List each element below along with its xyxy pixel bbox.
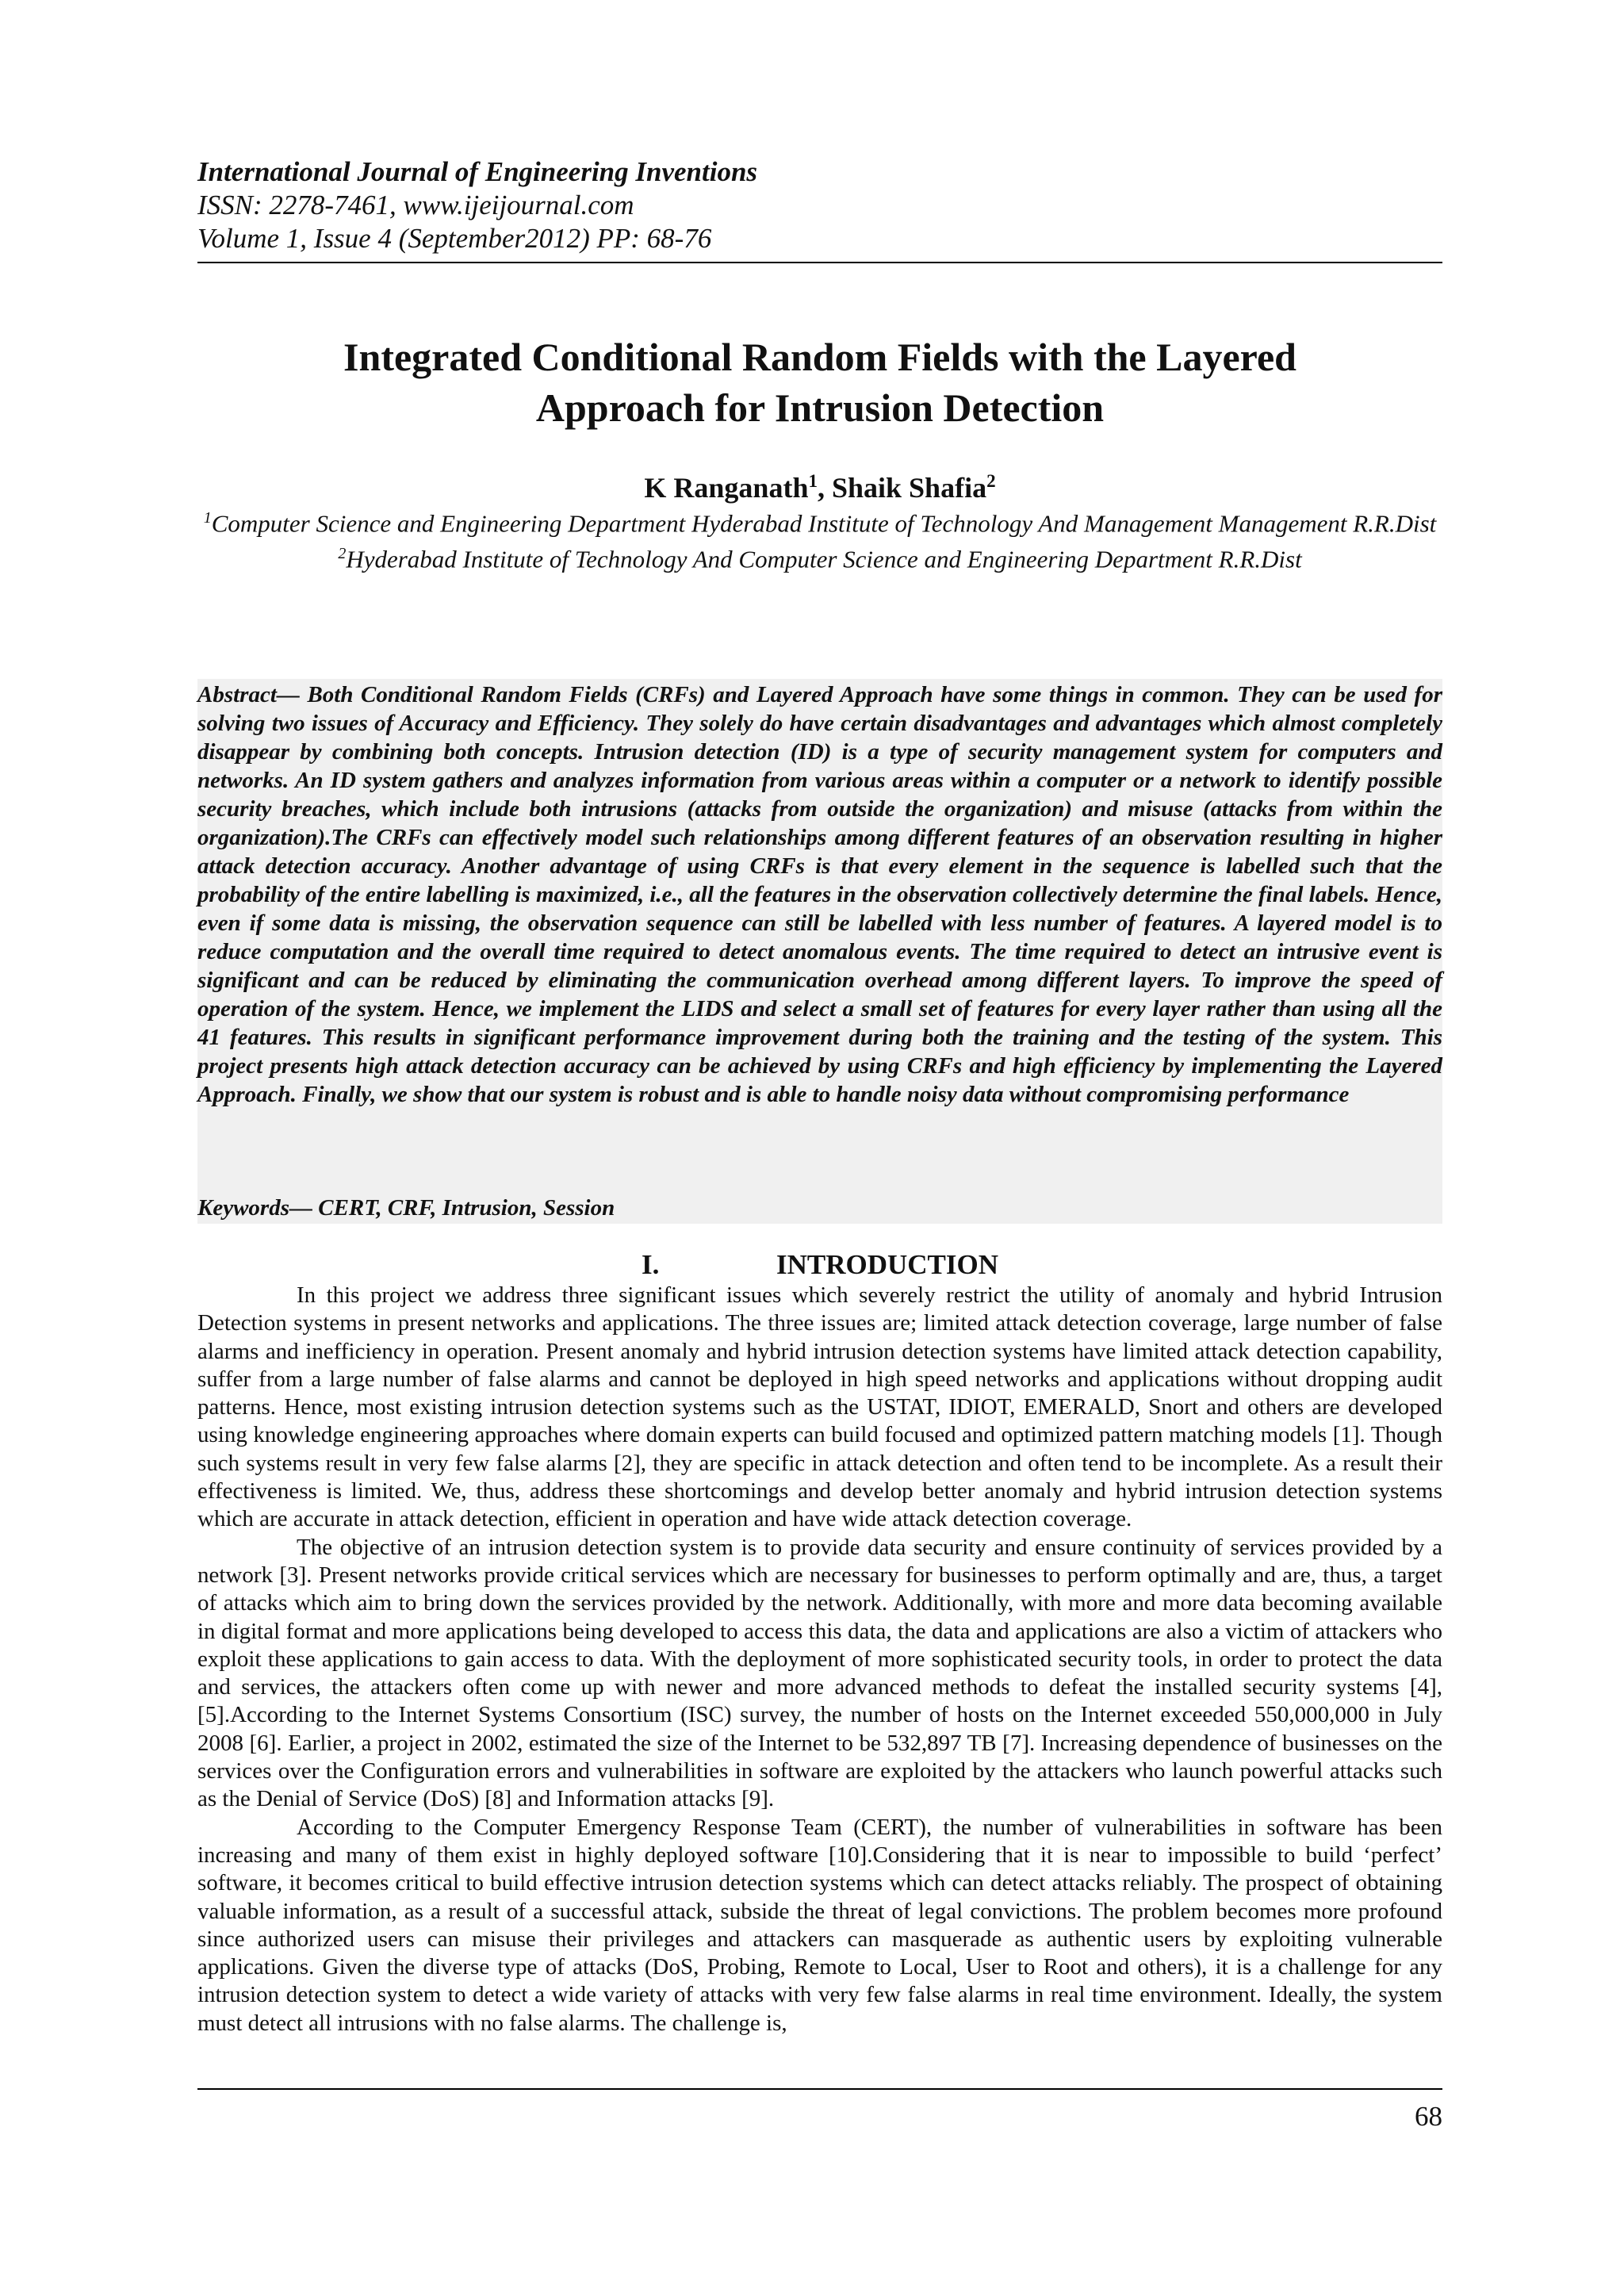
keywords: Keywords— CERT, CRF, Intrusion, Session [197, 1195, 615, 1221]
footer-divider [197, 2088, 1442, 2090]
author-2: Shaik Shafia [831, 472, 987, 504]
paragraph-2: The objective of an intrusion detection system is to provide data security and ensure continuity of services provided by a network [3]. Present networks provide critical services which are necessary for businesses to perform optimally and are, thus, a target of attacks which aim to bring down the services provided by the network. Additionally, with more and more data becoming available in digital format and more applications being developed to access this data, the data and applications are also a victim of attackers who exploit these applications to gain access to data. With the deployment of more sophisticated security tools, in order to protect the data and services, the attackers often come up with newer and more advanced methods to defeat the installed security systems [4], [5].According to the Internet Systems Consortium (ISC) survey, the number of hosts on the Internet exceeded 550,000,000 in July 2008 [6]. Earlier, a project in 2002, estimated the size of the Internet to be 532,897 TB [7]. Increasing dependence of businesses on the services over the Configuration errors and vulnerabilities in software are exploited by the attackers who launch powerful attacks such as the Denial of Service (DoS) [8] and Information attacks [9]. [197, 1534, 1442, 1812]
journal-volume: Volume 1, Issue 4 (September2012) PP: 68-76 [197, 223, 712, 254]
author-list [197, 464, 1442, 505]
abstract: Abstract— Both Conditional Random Fields (CRFs) and Layered Approach have some things in common. They can be used for solving two issues of Accuracy and Efficiency. They solely do have certain disadvantages and advantages which almost completely disappear by combining both concepts. Intrusion detection (ID) is a type of security management system for computers and networks. An ID system gathers and analyzes information from various areas within a computer or a network to identify possible security breaches, which include both intrusions (attacks from outside the organization) and misuse (attacks from within the organization).The CRFs can effectively model such relationships among different features of an observation resulting in higher attack detection accuracy. Another advantage of using CRFs is that every element in the sequence is labelled such that the probability of the entire labelling is maximized, i.e., all the features in the observation collectively determine the final labels. Hence, even if some data is missing, the observation sequence can still be labelled with less number of features. A layered model is to reduce computation and the overall time required to detect anomalous events. The time required to detect an intrusive event is significant and can be reduced by eliminating the communication overhead among different layers. To improve the speed of operation of the system. Hence, we implement the LIDS and select a small set of features for every layer rather than using all the 41 features. This results in significant performance improvement during both the training and the testing of the system. This project presents high attack detection accuracy can be achieved by using CRFs and high efficiency by implementing the Layered Approach. Finally, we show that our system is robust and is able to handle noisy data without compromising performance [197, 682, 1442, 1107]
body-text [197, 1282, 1442, 2037]
author-1: K Ranganath [644, 472, 809, 504]
affiliation-2-mark: 2 [338, 545, 347, 563]
author-1-affiliation-mark: 1 [808, 471, 818, 491]
affiliation-2 [197, 539, 1442, 574]
section-heading [197, 1248, 1442, 1282]
paragraph-1: In this project we address three significant issues which severely restrict the utility of anomaly and hybrid Intrusion Detection systems in present networks and applications. The three issues are; limited attack detection coverage, large number of false alarms and inefficiency in operation. Present anomaly and hybrid intrusion detection systems have limited attack detection capability, suffer from a large number of false alarms and cannot be deployed in high speed networks and applications without dropping audit patterns. Hence, most existing intrusion detection systems such as the USTAT, IDIOT, EMERALD, Snort and others are developed using knowledge engineering approaches where domain experts can build focused and optimized pattern matching models [1]. Though such systems result in very few false alarms [2], they are specific in attack detection and often tend to be incomplete. As a result their effectiveness is limited. We, thus, address these shortcomings and develop better anomaly and hybrid intrusion detection systems which are accurate in attack detection, efficient in operation and have wide attack detection coverage. [197, 1282, 1442, 1532]
affiliation-1-mark: 1 [203, 509, 212, 527]
journal-name: International Journal of Engineering Inventions [197, 156, 758, 187]
paper-title-line-1: Integrated Conditional Random Fields with the Layered [343, 335, 1297, 379]
paper-title-line-2: Approach for Intrusion Detection [535, 385, 1105, 430]
page-number: 68 [1415, 2101, 1442, 2132]
section-title: INTRODUCTION [776, 1249, 999, 1280]
author-separator: , [817, 472, 832, 504]
section-number: I. [641, 1249, 660, 1280]
paragraph-3: According to the Computer Emergency Response Team (CERT), the number of vulnerabilities in software has been increasing and many of them exist in highly deployed software [10].Considering that it is near to impossible to build ‘perfect’ software, it becomes critical to build effective intrusion detection systems which can detect attacks reliably. The prospect of obtaining valuable information, as a result of a successful attack, subside the threat of legal convictions. The problem becomes more profound since authorized users can misuse their privileges and attackers can masquerade as authentic users by exploiting vulnerable applications. Given the diverse type of attacks (DoS, Probing, Remote to Local, User to Root and others), it is a challenge for any intrusion detection system to detect a wide variety of attacks with very few false alarms in real time environment. Ideally, the system must detect all intrusions with no false alarms. The challenge is, [197, 1814, 1442, 2036]
affiliations [197, 503, 1442, 575]
header-divider [197, 262, 1442, 263]
journal-header [197, 155, 1442, 255]
author-2-affiliation-mark: 2 [986, 471, 996, 491]
affiliation-2-text: Hyderabad Institute of Technology And Computer Science and Engineering Department R.R.Dist [346, 545, 1302, 573]
paper-title [197, 332, 1442, 433]
journal-issn: ISSN: 2278-7461, www.ijeijournal.com [197, 190, 634, 220]
affiliation-1 [197, 503, 1442, 539]
affiliation-1-text: Computer Science and Engineering Department Hyderabad Institute of Technology And Management Management R.R.Dist [211, 509, 1437, 538]
